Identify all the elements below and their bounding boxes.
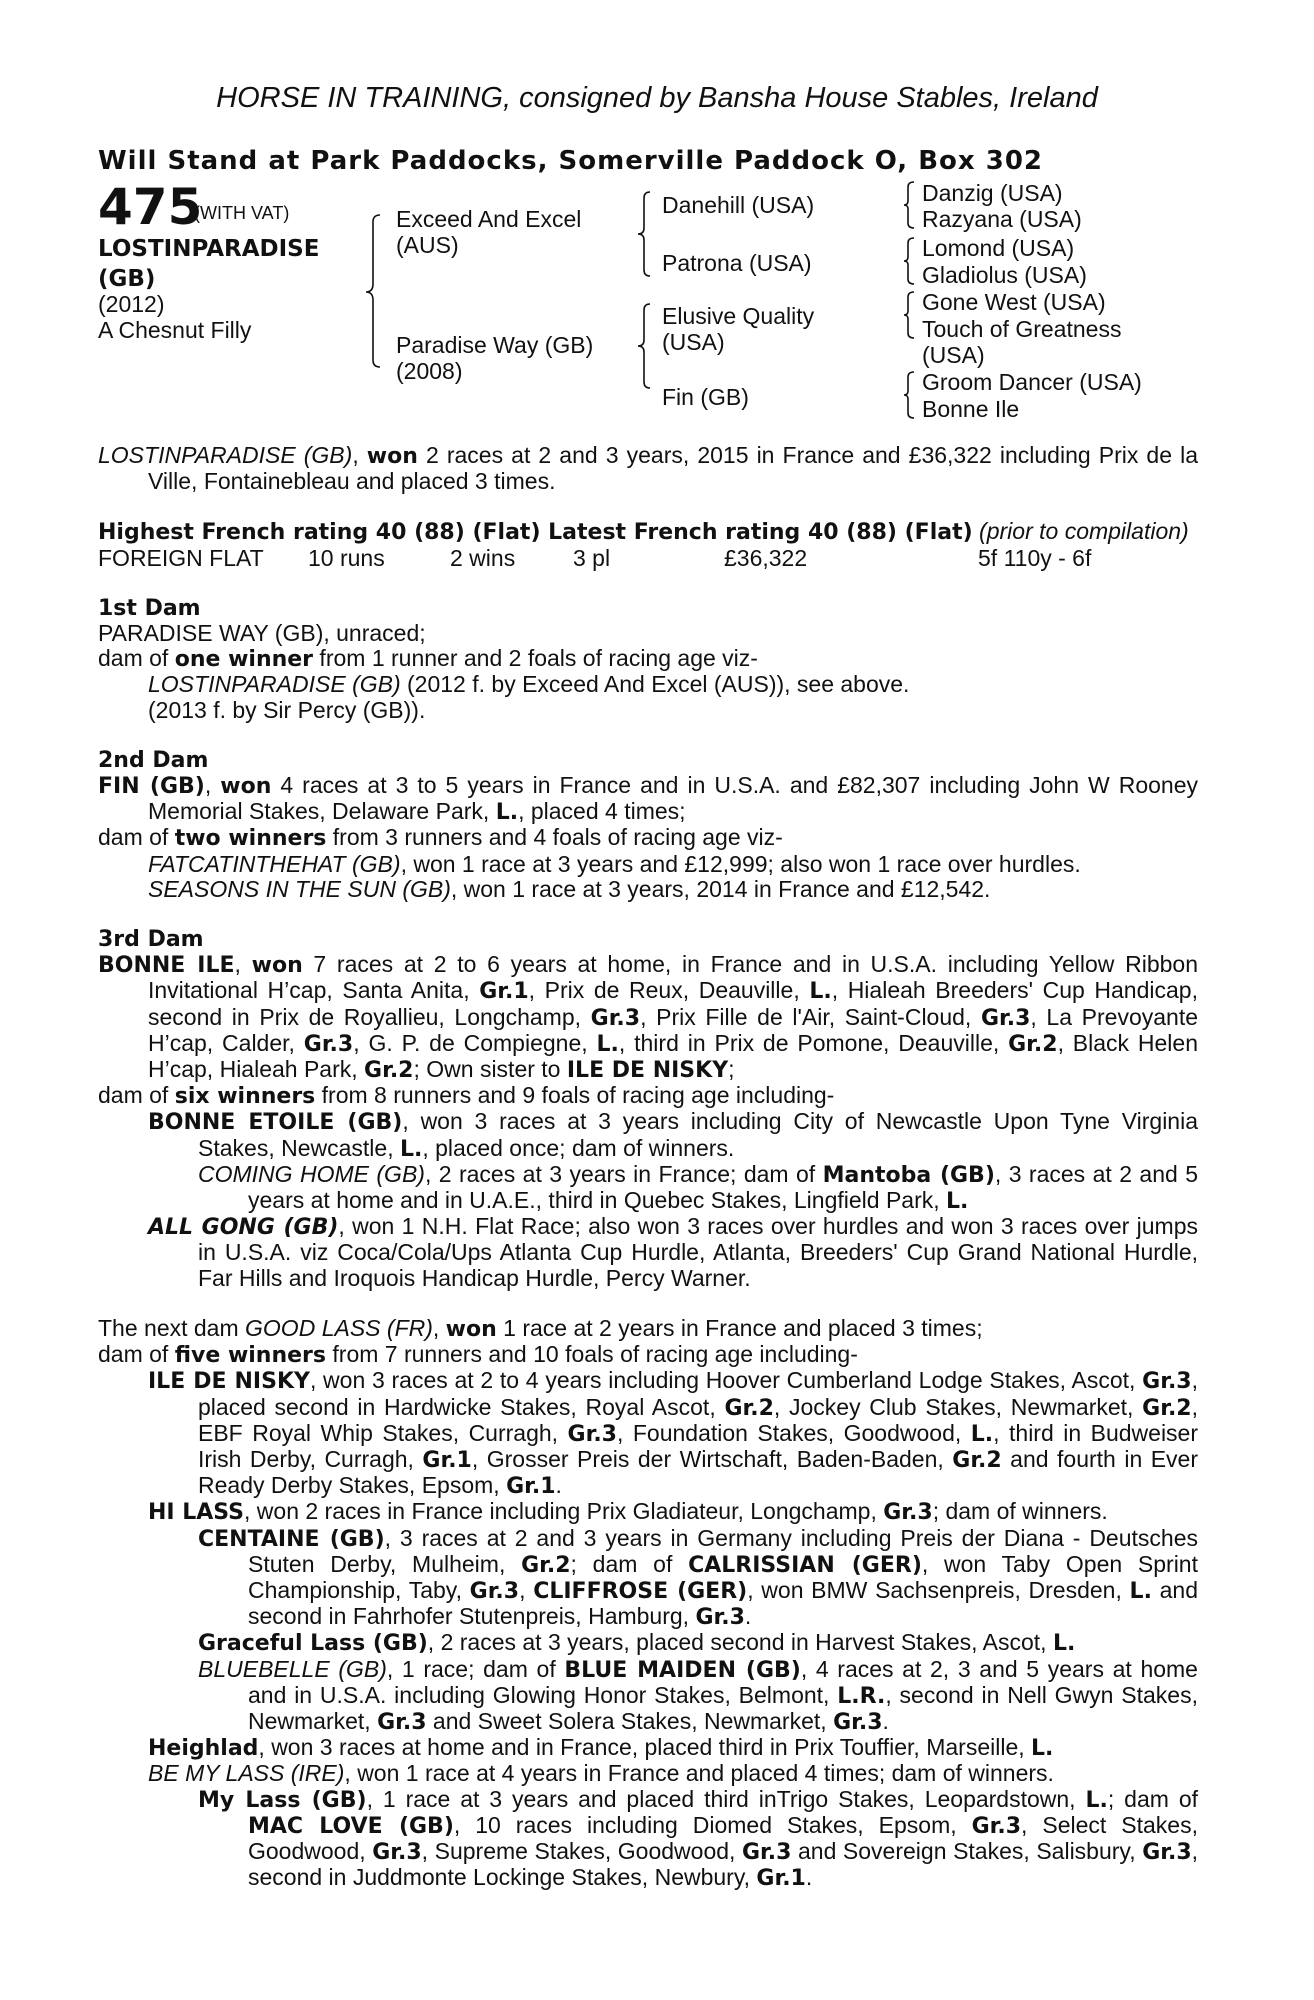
- pedigree-bracket-sire: [640, 190, 656, 280]
- stand-location: Will Stand at Park Paddocks, Somerville Paddock O, Box 302: [98, 146, 1044, 176]
- catalogue-body: [98, 443, 1198, 1891]
- pedigree-sds: Lomond (USA): [922, 235, 1075, 261]
- pedigree-bracket-ds: [904, 290, 918, 342]
- lot-number: 475: [98, 178, 203, 236]
- pedigree-sd: Patrona (USA): [662, 250, 812, 276]
- first-dam-foal-2: (2013 f. by Sir Percy (GB)).: [148, 696, 426, 723]
- pedigree-dds: Groom Dancer (USA): [922, 369, 1142, 395]
- horse-year: (2012): [98, 291, 165, 317]
- third-dam-produce: dam of six winners from 8 runners and 9 foals of racing age including-: [98, 1082, 835, 1110]
- pedigree-dd: Fin (GB): [662, 384, 749, 410]
- grandfoal-my-lass: My Lass (GB), 1 race at 3 years and placed third inTrigo Stakes, Leopardstown, L.; dam of MAC LOVE (GB), 10 races including Diomed Stakes, Epsom, Gr.3, Select Stakes, Goodwood, Gr.3, Supreme Stakes, Goodwood, Gr.3 and Sovereign Stakes, Salisbury, Gr.3, second in Juddmonte Lockinge Stakes, Newbury, Gr.1.: [198, 1785, 1199, 1892]
- pedigree-sire: Exceed And Excel (AUS): [396, 206, 582, 258]
- pedigree-bracket-dd: [904, 370, 918, 422]
- first-dam-foal-1: LOSTINPARADISE (GB) (2012 f. by Exceed And Excel (AUS)), see above.: [148, 671, 910, 698]
- third-dam-foal-1: BONNE ETOILE (GB), won 3 races at 3 years including City of Newcastle Upon Tyne Virginia Stakes, Newcastle, L., placed once; dam of winners.: [148, 1108, 1198, 1162]
- first-dam-produce: dam of one winner from 1 runner and 2 foals of racing age viz-: [98, 645, 758, 673]
- second-dam-heading: 2nd Dam: [98, 747, 209, 773]
- horse-name: [98, 234, 358, 294]
- pedigree-sss: Danzig (USA): [922, 180, 1063, 206]
- foal-hi-lass: HI LASS, won 2 races in France including Prix Gladiateur, Longchamp, Gr.3; dam of winners.: [148, 1498, 1108, 1526]
- third-dam-heading: 3rd Dam: [98, 927, 204, 953]
- pedigree-bracket-dam: [640, 302, 656, 392]
- horse-name-line2: (GB): [98, 266, 156, 292]
- pedigree-sdd: Gladiolus (USA): [922, 262, 1087, 288]
- first-dam-heading: 1st Dam: [98, 595, 201, 621]
- third-dam-record: BONNE ILE, won 7 races at 2 to 6 years at home, in France and in U.S.A. including Yellow Ribbon Invitational H’cap, Santa Anita, Gr.1, Prix de Reux, Deauville, L., Hialeah Breeders' Cup Handicap, second in Prix de Royallieu, Longchamp, Gr.3, Prix Fille de l'Air, Saint-Cloud, Gr.3, La Prevoyante H’cap, Calder, Gr.3, G. P. de Compiegne, L., third in Prix de Pomone, Deauville, Gr.2, Black Helen H’cap, Hialeah Park, Gr.2; Own sister to ILE DE NISKY;: [98, 951, 1199, 1084]
- race-summary: LOSTINPARADISE (GB), won 2 races at 2 and 3 years, 2015 in France and £36,322 including Prix de la Ville, Fontainebleau and placed 3 times.: [98, 442, 1198, 495]
- first-dam-line: PARADISE WAY (GB), unraced;: [98, 620, 426, 647]
- pedigree-ss: Danehill (USA): [662, 192, 815, 218]
- grandfoal-graceful-lass: Graceful Lass (GB), 2 races at 3 years, placed second in Harvest Stakes, Ascot, L.: [198, 1629, 1076, 1657]
- horse-info: [98, 291, 251, 343]
- pedigree-bracket-sd: [904, 236, 918, 288]
- second-dam-record: FIN (GB), won 4 races at 3 to 5 years in France and in U.S.A. and £82,307 including John W Rooney Memorial Stakes, Delaware Park, L., placed 4 times;: [98, 772, 1198, 826]
- rating-line: Highest French rating 40 (88) (Flat) Latest French rating 40 (88) (Flat) (prior to compilation): [98, 518, 1189, 546]
- second-dam-foal-2: SEASONS IN THE SUN (GB), won 1 race at 3 years, 2014 in France and £12,542.: [148, 875, 991, 902]
- horse-name-line1: LOSTINPARADISE: [98, 236, 320, 262]
- pedigree-bracket-ss: [904, 180, 918, 232]
- second-dam-produce: dam of two winners from 3 runners and 4 foals of racing age viz-: [98, 824, 783, 852]
- next-dam-record: The next dam GOOD LASS (FR), won 1 race at 2 years in France and placed 3 times;: [98, 1314, 983, 1342]
- pedigree-bracket-main: [370, 212, 390, 372]
- foal-heighlad: Heighlad, won 3 races at home and in France, placed third in Prix Touffier, Marseille, L.: [148, 1734, 1054, 1762]
- foal-ile-de-nisky: ILE DE NISKY, won 3 races at 2 to 4 years including Hoover Cumberland Lodge Stakes, Ascot, Gr.3, placed second in Hardwicke Stakes, Royal Ascot, Gr.2, Jockey Club Stakes, Newmarket, Gr.2, EBF Royal Whip Stakes, Curragh, Gr.3, Foundation Stakes, Goodwood, L., third in Budweiser Irish Derby, Curragh, Gr.1, Grosser Preis der Wirtschaft, Baden-Baden, Gr.2 and fourth in Ever Ready Derby Stakes, Epsom, Gr.1.: [148, 1367, 1199, 1500]
- grandfoal-bluebelle: BLUEBELLE (GB), 1 race; dam of BLUE MAIDEN (GB), 4 races at 2, 3 and 5 years at home and in U.S.A. including Glowing Honor Stakes, Belmont, L.R., second in Nell Gwyn Stakes, Newmarket, Gr.3 and Sweet Solera Stakes, Newmarket, Gr.3.: [198, 1655, 1198, 1735]
- race-record-row: FOREIGN FLAT 10 runs 2 wins 3 pl £36,322 5f 110y - 6f: [98, 544, 1092, 571]
- pedigree-dsd: Touch of Greatness (USA): [922, 316, 1122, 368]
- vat-note: (WITH VAT): [194, 203, 290, 223]
- pedigree-dam: Paradise Way (GB) (2008): [396, 332, 594, 384]
- horse-description: A Chesnut Filly: [98, 317, 252, 343]
- next-dam-produce: dam of five winners from 7 runners and 10 foals of racing age including-: [98, 1341, 858, 1369]
- page-title: HORSE IN TRAINING, consigned by Bansha House Stables, Ireland: [216, 82, 1098, 114]
- pedigree-ssd: Razyana (USA): [922, 206, 1082, 232]
- grandfoal-centaine: CENTAINE (GB), 3 races at 2 and 3 years in Germany including Preis der Diana - Deutsches Stuten Derby, Mulheim, Gr.2; dam of CALRISSIAN (GER), won Taby Open Sprint Championship, Taby, Gr.3, CLIFFROSE (GER), won BMW Sachsenpreis, Dresden, L. and second in Fahrhofer Stutenpreis, Hamburg, Gr.3.: [198, 1524, 1199, 1631]
- foal-be-my-lass: BE MY LASS (IRE), won 1 race at 4 years in France and placed 4 times; dam of winners.: [148, 1760, 1054, 1787]
- pedigree-ddd: Bonne Ile: [922, 396, 1020, 422]
- pedigree-ds: Elusive Quality (USA): [662, 303, 815, 355]
- pedigree-dss: Gone West (USA): [922, 289, 1106, 315]
- second-dam-foal-1: FATCATINTHEHAT (GB), won 1 race at 3 years and £12,999; also won 1 race over hurdles.: [148, 850, 1081, 877]
- third-dam-grandfoal: COMING HOME (GB), 2 races at 3 years in France; dam of Mantoba (GB), 3 races at 2 and 5 years at home and in U.A.E., third in Quebec Stakes, Lingfield Park, L.: [198, 1160, 1198, 1215]
- third-dam-foal-2: ALL GONG (GB), won 1 N.H. Flat Race; also won 3 races over hurdles and won 3 races over jumps in U.S.A. viz Coca/Cola/Ups Atlanta Cup Hurdle, Atlanta, Breeders' Cup Grand National Hurdle, Far Hills and Iroquois Handicap Hurdle, Percy Warner.: [148, 1213, 1198, 1291]
